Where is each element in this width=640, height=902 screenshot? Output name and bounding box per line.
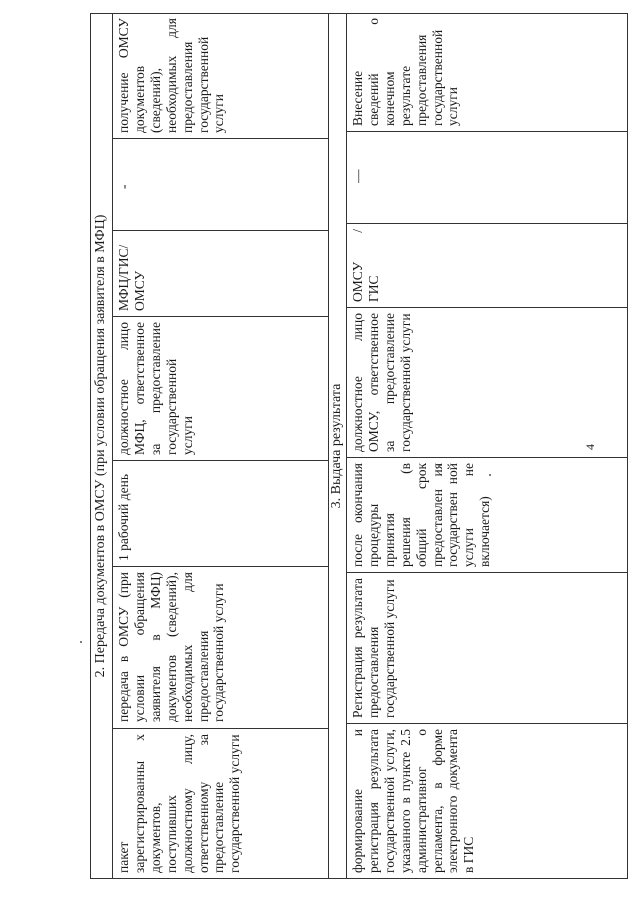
table-cell: должностное лицо МФЦ, ответственное за предоставление государственной услуги — [116, 322, 195, 455]
table-cell: МФЦ/ГИС/ ОМСУ — [116, 244, 147, 311]
table-cell: 1 рабочий день — [116, 474, 131, 561]
table-cell: ОМСУ / ГИС — [350, 229, 381, 302]
table-cell: — — [350, 169, 365, 183]
table-border — [90, 13, 91, 879]
scan-speck — [80, 641, 82, 643]
table-cell: Регистрация результата предоставления государственной услуги — [350, 578, 397, 718]
procedure-table — [90, 13, 628, 879]
table-rule — [346, 572, 627, 573]
table-rule — [112, 728, 328, 729]
table-cell: должностное лицо ОМСУ, ответственное за предоставление государственной услуги — [350, 313, 413, 452]
table-rule — [346, 307, 627, 308]
table-rule — [112, 566, 328, 567]
table-cell: формирование и регистрация результата государственной услуги, указанного в пункте 2.5 административног о регламента, в форме электронного документа в ГИС — [350, 729, 477, 873]
section-heading: 3. Выдача результата — [329, 383, 344, 509]
table-border — [90, 878, 628, 879]
section-heading: 2. Передача документов в ОМСУ (при условии обращения заявителя в МФЦ) — [93, 214, 108, 678]
table-cell: пакет зарегистрированны х документов, поступивших должностному лицу, ответственному за предоставление государственной услуги — [116, 734, 243, 873]
table-cell: передача в ОМСУ (при условии обращения заявителя в МФЦ) документов (сведений), необходимых для предоставления государственной услуги — [116, 572, 227, 722]
page-number: 4 — [583, 444, 597, 450]
table-rule — [346, 457, 627, 458]
table-border — [90, 13, 628, 14]
table-cell: - — [116, 184, 131, 189]
table-rule — [346, 13, 347, 879]
table-border — [627, 13, 628, 879]
table-rule — [112, 13, 113, 879]
table-rule — [112, 316, 328, 317]
table-rule — [112, 230, 328, 231]
table-cell: Внесение сведений о конечном результате предоставления государственной услуги — [350, 18, 461, 126]
table-cell: получение ОМСУ документов (сведений), необходимых для предоставления государственной услуги — [116, 18, 227, 133]
table-rule — [112, 460, 328, 461]
table-rule — [112, 138, 328, 139]
table-rule — [346, 223, 627, 224]
table-cell: после окончания процедуры принятия решения (в общий срок предоставлен ия государствен ной услуги не включается) — [350, 463, 493, 567]
table-rule — [346, 131, 627, 132]
table-rule — [346, 723, 627, 724]
